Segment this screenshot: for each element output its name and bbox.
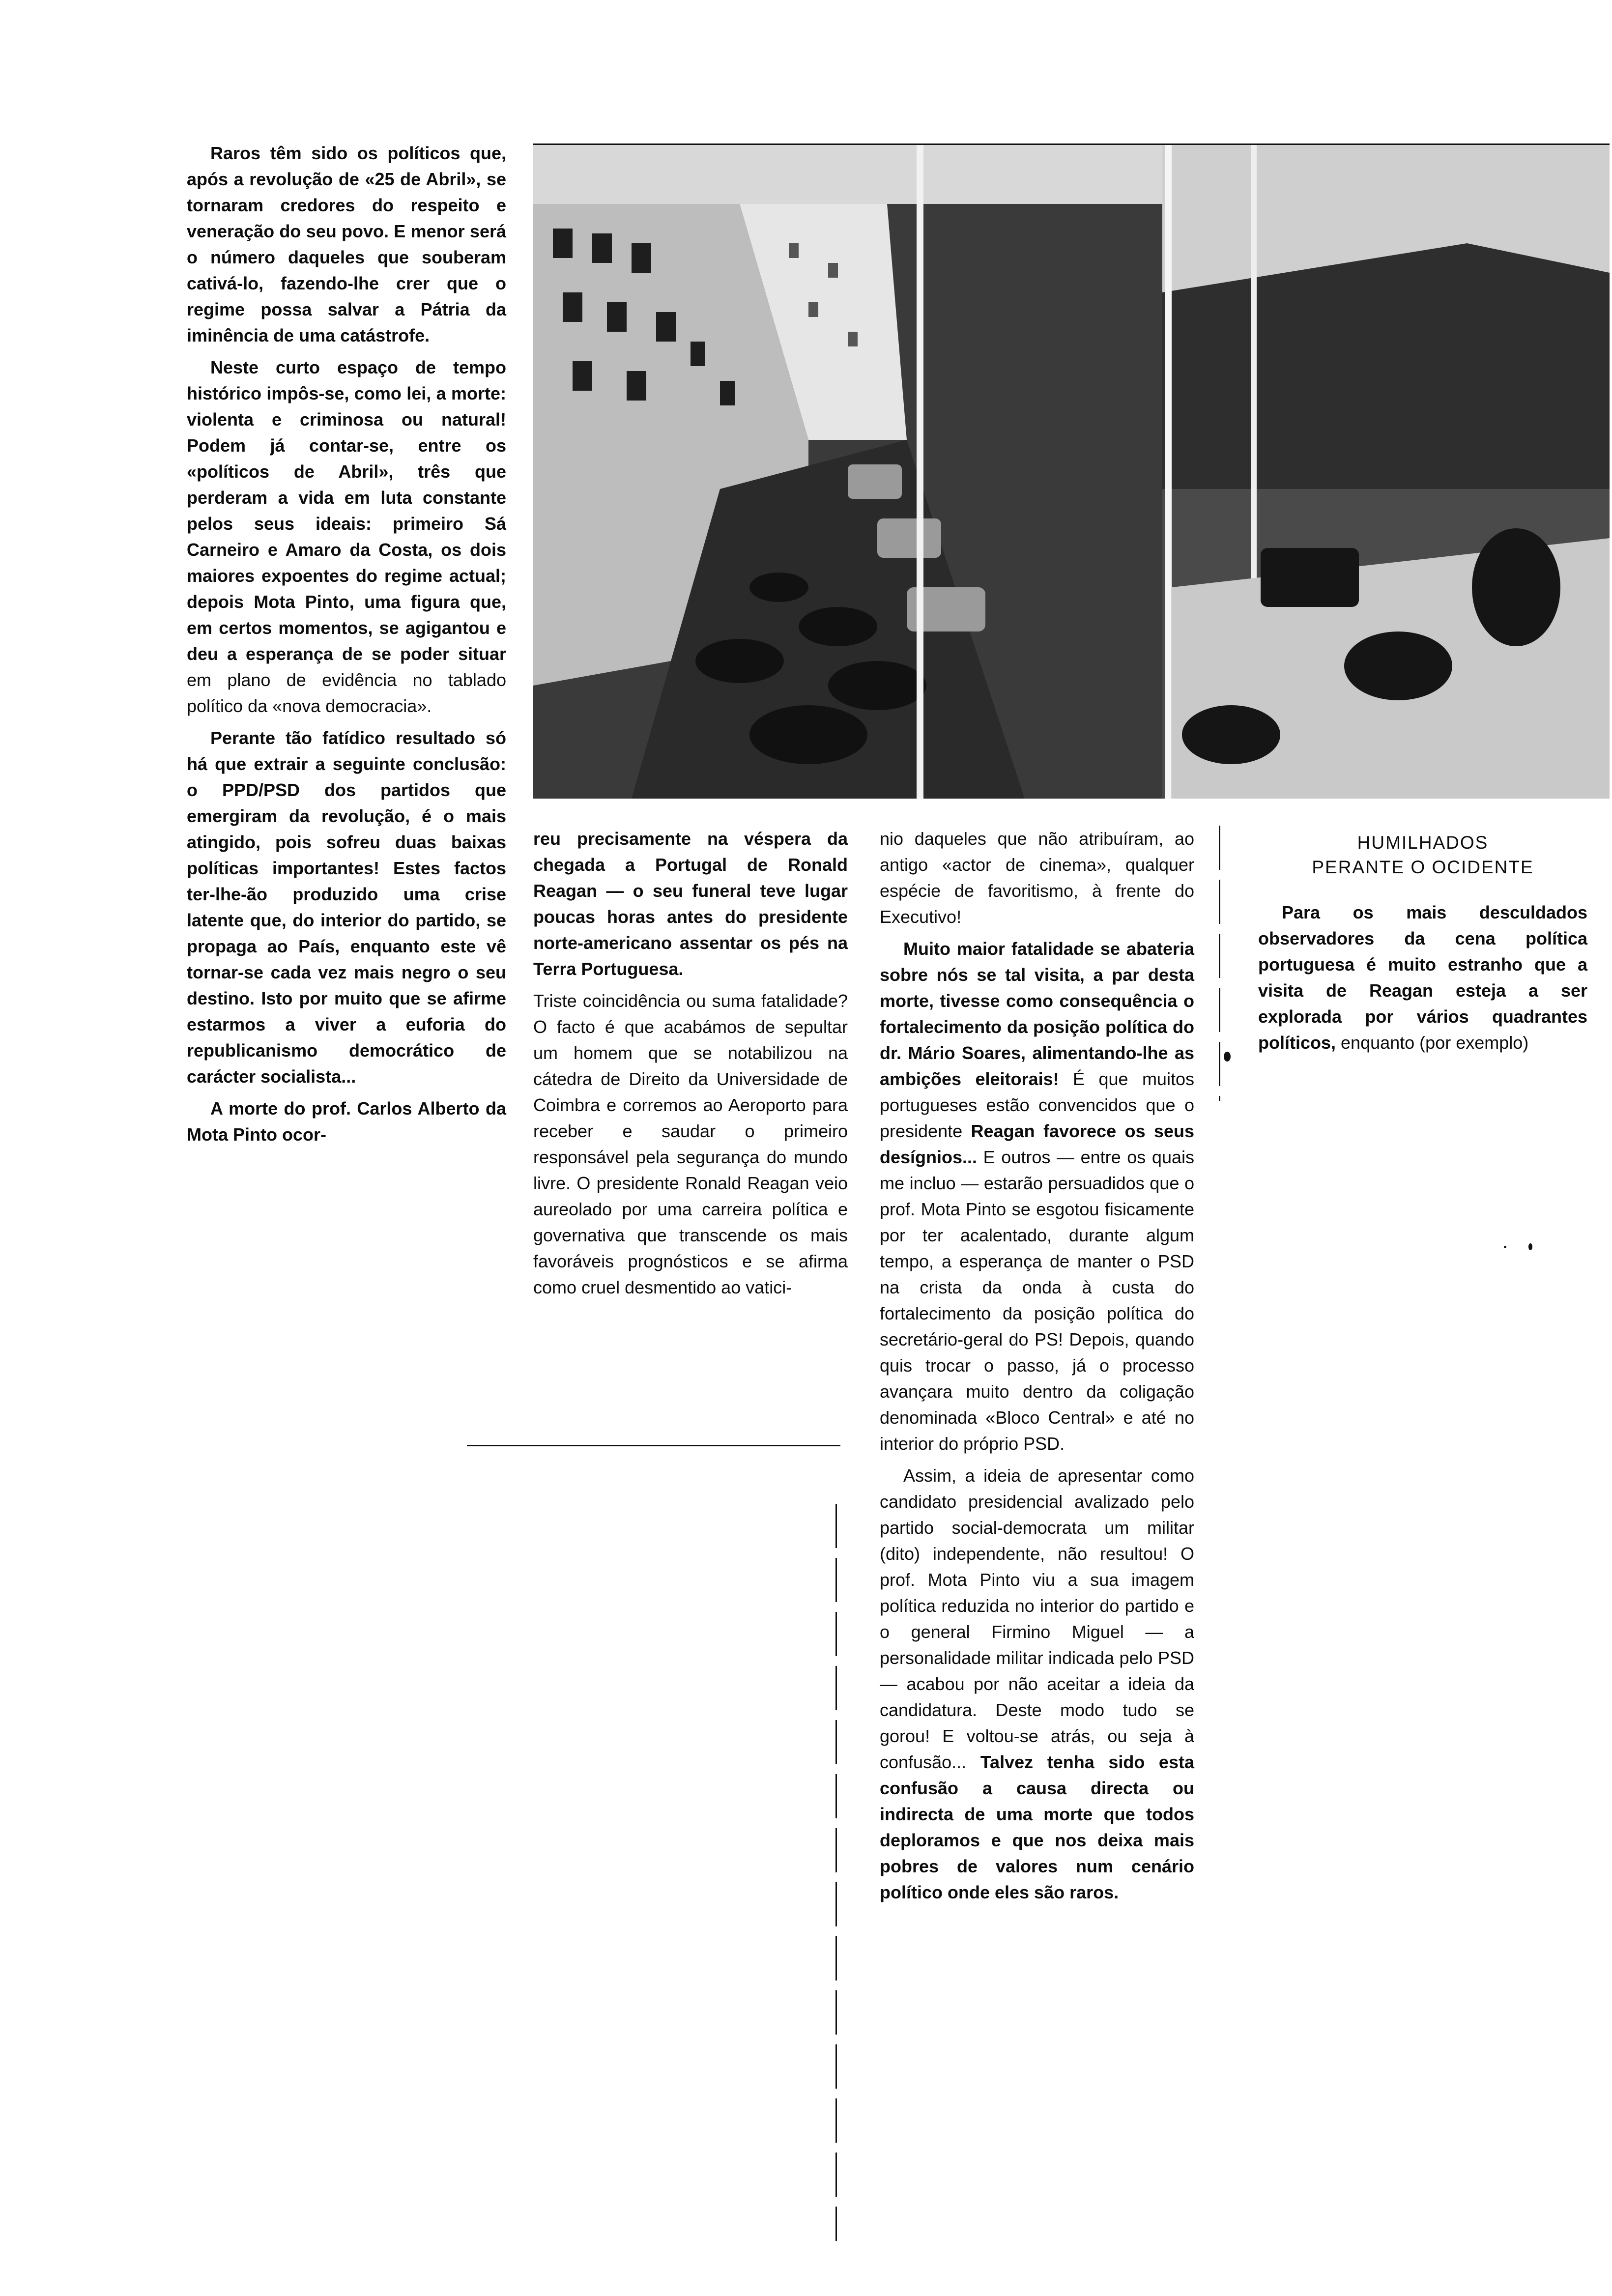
paragraph: A morte do prof. Carlos Alberto da Mota Pinto ocor- xyxy=(187,1098,506,1145)
regular-text: E outros — entre os quais me incluo — estarão persuadidos que o prof. Mota Pinto se esgotou fisicamente por ter acalentado, durante algum tempo, a esperança de manter o PSD na crista da onda à custa do fortalecimento da posição política do secretário-geral do PS! Depois, quando quis trocar o passo, já o processo avançara muito dentro da coligação denominada «Bloco Central» e até no interior do próprio PSD. xyxy=(880,1147,1194,1454)
paragraph: Raros têm sido os políticos que, após a revolução de «25 de Abril», se tornaram credores do respeito e veneração do seu povo. E menor será o número daqueles que souberam cativá-lo, fazendo-lhe crer que o regime possa salvar a Pátria da iminência de uma catástrofe. xyxy=(187,143,506,345)
regular-text: em plano de evidência no tablado político da «nova democracia». xyxy=(187,670,506,716)
paragraph xyxy=(1258,899,1587,1056)
bold-text: Para os mais desculdados observadores da cena política portuguesa é muito estranho que a visita de Reagan esteja a ser explorada por vários quadrantes políticos, xyxy=(1258,902,1587,1053)
paragraph: nio daqueles que não atribuíram, ao antigo «actor de cinema», qualquer espécie de favoritismo, à frente do Executivo! xyxy=(880,829,1194,927)
paragraph: Perante tão fatídico resultado só há que extrair a seguinte conclusão: o PPD/PSD dos partidos que emergiram da revolução, é o mais atingido, pois sofreu duas baixas políticas importantes! Estes factos ter-lhe-ão produzido uma crise latente que, do interior do partido, se propaga ao País, enquanto este vê tornar-se cada vez mais negro o seu destino. Isto por muito que se afirme estarmos a viver a euforia do republicanismo democrático de carácter socialista... xyxy=(187,728,506,1087)
article-column-3 xyxy=(880,826,1194,1911)
headline-line: PERANTE O OCIDENTE xyxy=(1312,857,1534,877)
regular-text: É que muitos portugueses estão convencidos que o presidente xyxy=(880,1069,1194,1141)
paragraph xyxy=(880,936,1194,1457)
paragraph xyxy=(187,354,506,719)
scan-speck xyxy=(1224,1052,1231,1062)
scan-speck xyxy=(1528,1243,1532,1250)
regular-text: enquanto (por exemplo) xyxy=(1341,1033,1529,1053)
column-divider-vertical xyxy=(1219,826,1220,1101)
regular-text: Assim, a ideia de apresentar como candidato presidencial avalizado pelo partido social-democrata um militar (dito) independente, não resultou! O prof. Mota Pinto viu a sua imagem política reduzida no interior do partido e o general Firmino Miguel — a personalidade militar indicada pelo PSD — acabou por não aceitar a ideia da candidatura. Deste modo tudo se gorou! E voltou-se atrás, ou seja à confusão... xyxy=(880,1465,1194,1772)
street-crowd-photo xyxy=(533,145,1610,799)
headline-line: HUMILHADOS xyxy=(1357,832,1489,853)
bold-text: Talvez tenha sido esta confusão a causa directa ou indirecta de uma morte que todos deploramos e que nos deixa mais pobres de valores num cenário político onde eles são raros. xyxy=(880,1752,1194,1902)
photo-top-rule xyxy=(533,144,1610,145)
article-column-2 xyxy=(533,826,848,1306)
bold-text: Muito maior fatalidade se abateria sobre nós se tal visita, a par desta morte, tivesse como consequência o fortalecimento da posição política do dr. Mário Soares, alimentando-lhe as ambições eleitorais! xyxy=(880,939,1194,1089)
column-divider-rule xyxy=(467,1445,840,1446)
bold-text: Neste curto espaço de tempo histórico impôs-se, como lei, a morte: violenta e criminosa ou natural! Podem já contar-se, entre os «políticos de Abril», três que perderam a vida em luta constante pelos seus ideais: primeiro Sá Carneiro e Amaro da Costa, os dois maiores expoentes do regime actual; depois Mota Pinto, uma figura que, em certos momentos, se agigantou e deu a esperança de se poder situar xyxy=(187,357,506,664)
paragraph xyxy=(880,1463,1194,1905)
column-divider-vertical xyxy=(835,1504,837,2241)
article-column-4 xyxy=(1258,831,1587,1062)
paragraph: reu precisamente na véspera da chegada a Portugal de Ronald Reagan — o seu funeral teve lugar poucas horas antes do presidente norte-americano assentar os pés na Terra Portuguesa. xyxy=(533,829,848,979)
photo-illustration xyxy=(533,145,1610,799)
paragraph: Triste coincidência ou suma fatalidade? O facto é que acabámos de sepultar um homem que se notabilizou na cátedra de Direito da Universidade de Coimbra e corremos ao Aeroporto para receber e saudar o primeiro responsável pela segurança do mundo livre. O presidente Ronald Reagan veio aureolado por uma carreira política e governativa que transcende os mais favoráveis prognósticos e se afirma como cruel desmentido ao vatici- xyxy=(533,991,848,1297)
bold-text: Reagan favorece os seus desígnios... xyxy=(880,1121,1194,1167)
scan-speck xyxy=(1504,1246,1506,1248)
article-column-1 xyxy=(187,140,506,1153)
section-headline xyxy=(1258,831,1587,880)
